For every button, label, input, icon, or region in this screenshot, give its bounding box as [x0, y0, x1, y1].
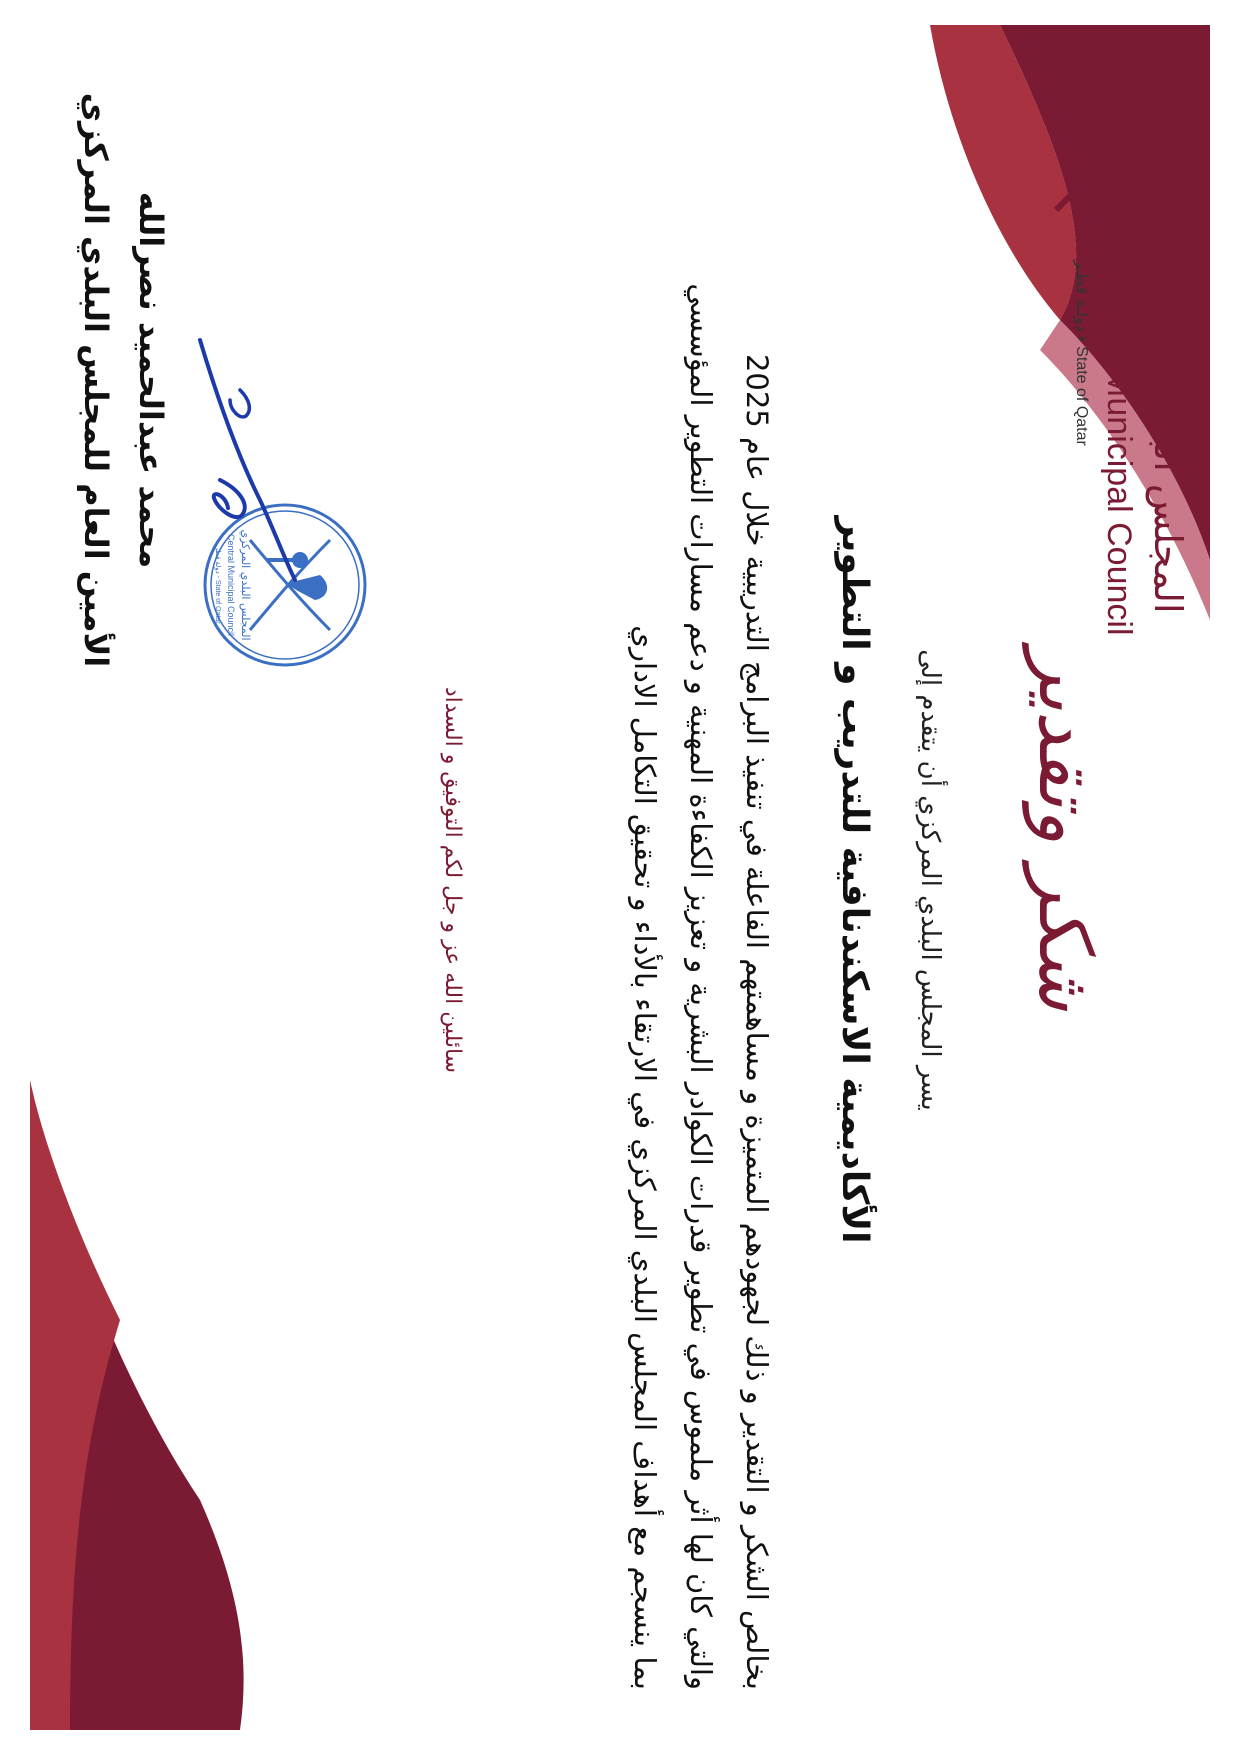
- stamp-text-arabic: المجلس البلدي المركزي: [239, 529, 252, 641]
- signer-title: الأمين العام للمجلس البلدي المركزي: [77, 92, 115, 668]
- signature-block: [60, 80, 370, 680]
- body-line-1: بخالص الشكر و التقدير و ذلك لجهودهم المتميزة و مساهمتهم الفاعلة في تنفيذ البرامج التدريبية خلال عام 2025: [740, 353, 774, 1690]
- intro-line: يسر المجلس البلدي المركزي أن يتقدم إلى: [915, 649, 945, 1111]
- stamp-text-english: Central Municipal Council: [226, 533, 236, 637]
- qatar-emblem-icon: [1036, 80, 1196, 230]
- handwritten-signature-icon: [170, 330, 310, 590]
- council-name-english: Central Municipal Council: [1100, 250, 1138, 636]
- state-of-qatar-label: State of Qatar • دولـة قطـر: [1073, 260, 1090, 446]
- recipient-name: الأكاديمية الاسكندنافية للتدريب و التطوير: [834, 516, 875, 1244]
- certificate-body: [617, 70, 785, 1690]
- signer-name: محمد عبدالحميد نصرالله: [132, 191, 170, 569]
- rotated-certificate: [50, 40, 1210, 1720]
- stamp-text-state: دولة قطر - State of Qatar: [214, 546, 221, 624]
- council-header: [1026, 80, 1196, 640]
- closing-prayer-line: سائلين الله عز و جل لكم التوفيق و السداد: [440, 686, 465, 1074]
- certificate-content-frame: [50, 40, 1210, 1720]
- body-line-3: بما ينسجم مع أهداف المجلس البلدي المركزي في الارتقاء بالأداء و تحقيق التكامل الاداري: [628, 625, 662, 1690]
- council-name-arabic: المجلس البلدي المركزي: [1146, 230, 1190, 614]
- thank-you-calligraphy-title: [970, 620, 1140, 1040]
- body-line-2: والتي كان لها أثر ملموس في تطوير قدرات الكوادر البشرية و تعزيز الكفاءة المهنية و دعم مسارات التطوير المؤسسي: [684, 283, 718, 1690]
- calligraphy-text: شكر وتقدير: [1022, 649, 1108, 1011]
